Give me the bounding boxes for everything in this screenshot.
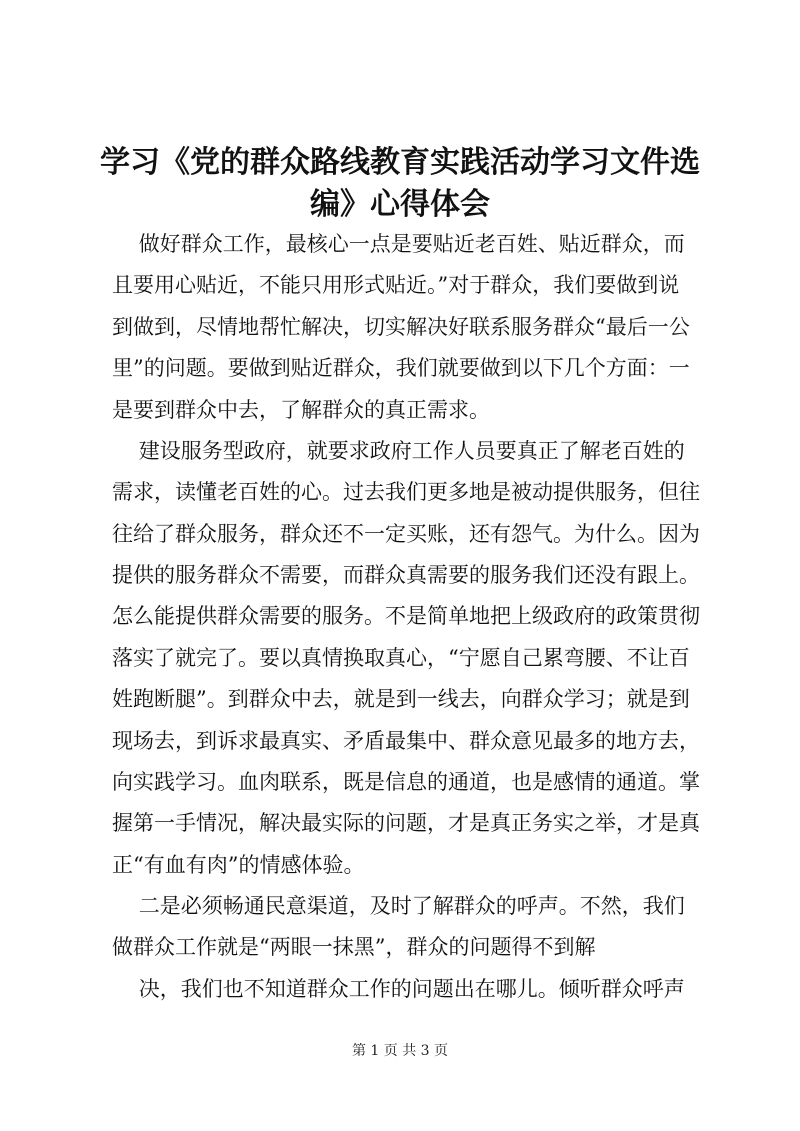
body-line: 做群众工作就是“两眼一抹黑”，群众的问题得不到解 bbox=[112, 935, 596, 959]
body-line: 是要到群众中去，了解群众的真正需求。 bbox=[112, 398, 490, 422]
body-line: 落实了就完了。要以真情换取真心，“宁愿自己累弯腰、不让百 bbox=[112, 646, 690, 670]
body-line: 正“有血有肉”的情感体验。 bbox=[112, 853, 365, 877]
body-line: 现场去，到诉求最真实、矛盾最集中、群众意见最多的地方去， bbox=[112, 729, 700, 753]
body-line: 提供的服务群众不需要，而群众真需要的服务我们还没有跟上。 bbox=[112, 563, 700, 587]
body-line: 往给了群众服务，群众还不一定买账，还有怨气。为什么。因为 bbox=[112, 522, 700, 546]
body-line: 做好群众工作，最核心一点是要贴近老百姓、贴近群众，而 bbox=[112, 232, 685, 256]
body-line: 且要用心贴近，不能只用形式贴近。”对于群众，我们要做到说 bbox=[112, 273, 680, 297]
body-line: 决，我们也不知道群众工作的问题出在哪儿。倾听群众呼声 bbox=[112, 977, 685, 1001]
document-title-line-1: 学习《党的群众路线教育实践活动学习文件选 bbox=[100, 145, 700, 180]
document-title-line-2: 编》心得体会 bbox=[310, 187, 490, 222]
body-line: 握第一手情况，解决最实际的问题，才是真正务实之举，才是真 bbox=[112, 811, 700, 835]
body-line: 需求，读懂老百姓的心。过去我们更多地是被动提供服务，但往 bbox=[112, 480, 700, 504]
body-line: 怎么能提供群众需要的服务。不是简单地把上级政府的政策贯彻 bbox=[112, 604, 700, 628]
body-line: 二是必须畅通民意渠道，及时了解群众的呼声。不然，我们 bbox=[112, 894, 685, 918]
body-line: 姓跑断腿”。到群众中去，就是到一线去，向群众学习；就是到 bbox=[112, 687, 690, 711]
body-line: 到做到，尽情地帮忙解决，切实解决好联系服务群众“最后一公 bbox=[112, 315, 690, 339]
page-footer: 第 1 页 共 3 页 bbox=[351, 1043, 449, 1059]
body-line: 建设服务型政府，就要求政府工作人员要真正了解老百姓的 bbox=[112, 439, 685, 463]
body-line: 向实践学习。血肉联系，既是信息的通道，也是感情的通道。掌 bbox=[112, 770, 700, 794]
body-line: 里”的问题。要做到贴近群众，我们就要做到以下几个方面：一 bbox=[112, 356, 690, 380]
